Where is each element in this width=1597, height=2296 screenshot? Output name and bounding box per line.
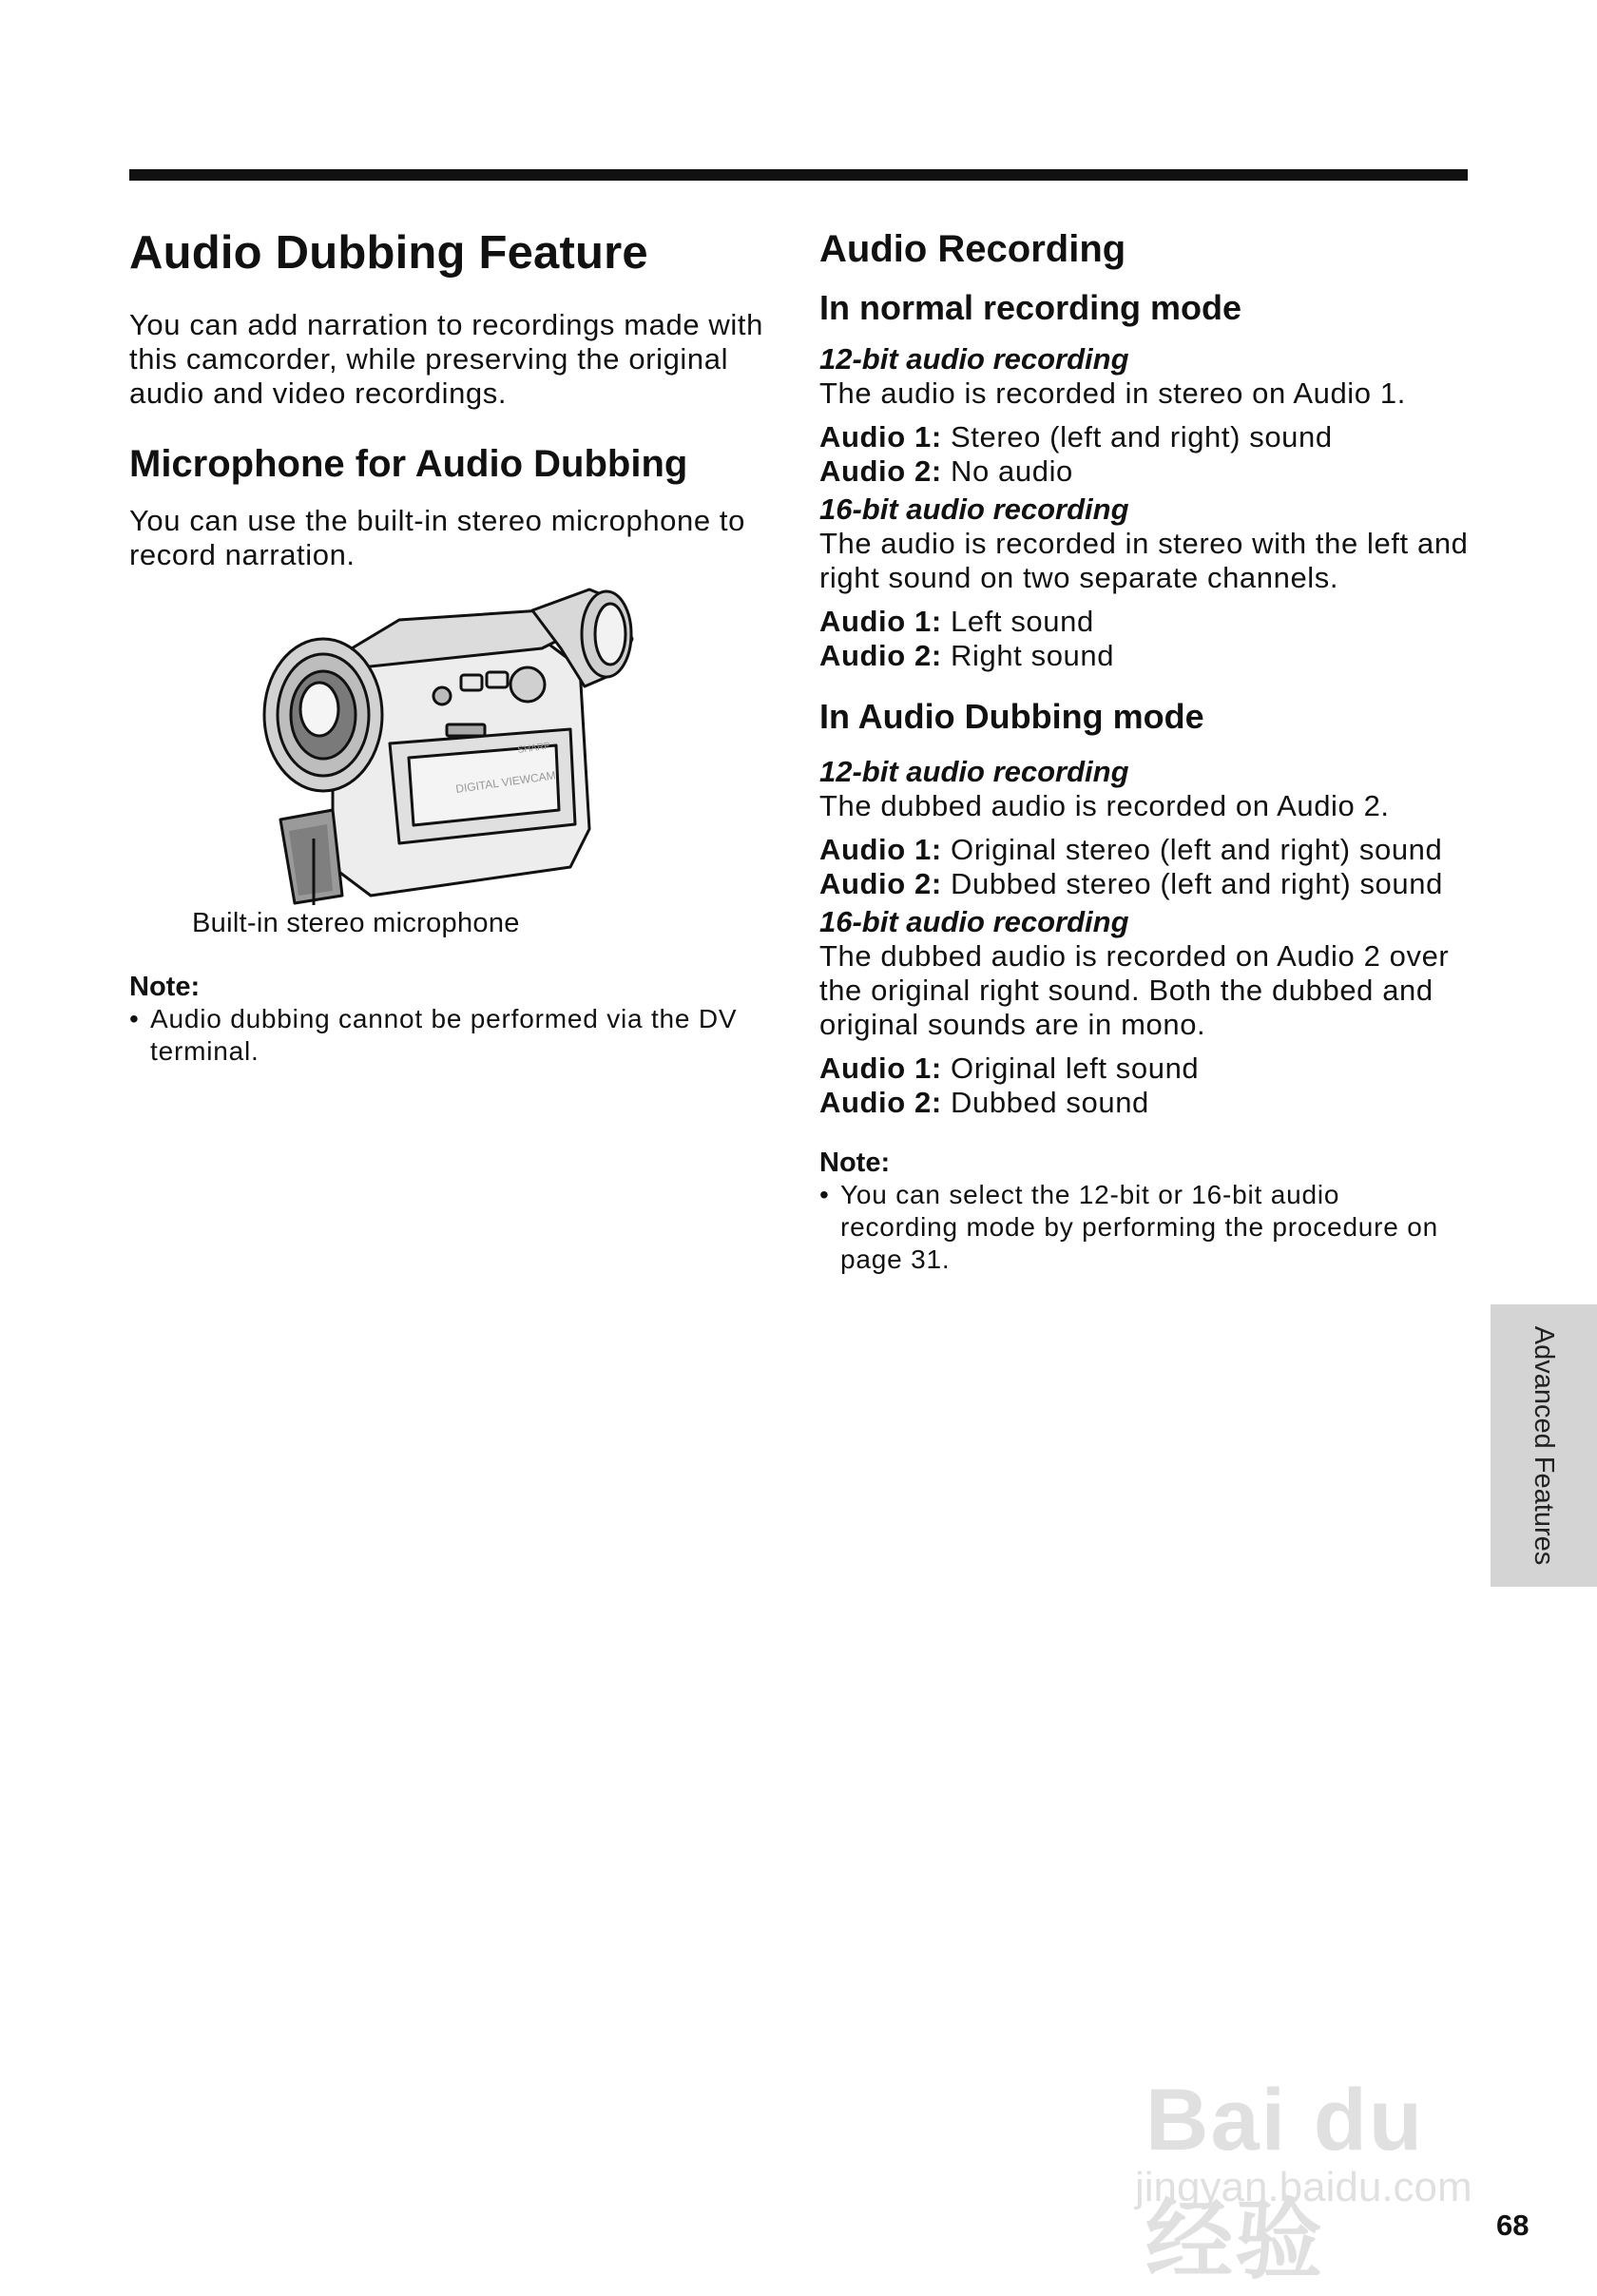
left-note-heading: Note: <box>129 972 201 1002</box>
page-number: 68 <box>1496 2209 1530 2242</box>
camcorder-illustration <box>257 582 656 934</box>
normal-16bit-heading: 16-bit audio recording <box>819 492 1129 526</box>
left-note-line-2: terminal. <box>150 1036 260 1066</box>
intro-line-2: this camcorder, while preserving the original <box>129 342 729 376</box>
figure-caption: Built-in stereo microphone <box>192 908 520 938</box>
dubbing-16bit-audio2: Audio 2: Dubbed sound <box>819 1086 1149 1119</box>
dubbing-16bit-text-2: the original right sound. Both the dubbed and <box>819 974 1433 1007</box>
mic-heading: Microphone for Audio Dubbing <box>129 443 688 485</box>
normal-12bit-audio1: Audio 1: Stereo (left and right) sound <box>819 420 1333 453</box>
intro-line-3: audio and video recordings. <box>129 376 508 410</box>
top-rule <box>129 169 1468 181</box>
normal-12bit-audio2: Audio 2: No audio <box>819 454 1073 488</box>
left-note-line-1: Audio dubbing cannot be performed via the DV <box>150 1004 738 1033</box>
right-note-heading: Note: <box>819 1148 891 1178</box>
right-note-line-3: page 31. <box>840 1244 951 1274</box>
normal-16bit-text-1: The audio is recorded in stereo with the left and <box>819 527 1469 560</box>
normal-16bit-audio2: Audio 2: Right sound <box>819 639 1115 672</box>
normal-mode-heading: In normal recording mode <box>819 288 1242 327</box>
dubbing-16bit-text-1: The dubbed audio is recorded on Audio 2 over <box>819 939 1450 973</box>
mic-text-line-2: record narration. <box>129 538 356 571</box>
section-side-tab <box>1491 1304 1597 1587</box>
left-note-item <box>129 1003 776 1068</box>
dubbing-16bit-audio1: Audio 1: Original left sound <box>819 1052 1200 1085</box>
normal-12bit-text: The audio is recorded in stereo on Audio 1. <box>819 376 1406 410</box>
camera-model-label: DIGITAL VIEWCAM <box>454 768 557 796</box>
watermark-logo-text: Bai du 经验 <box>1145 2072 1425 2289</box>
mic-text-line-1: You can use the built-in stereo microphone to <box>129 504 745 537</box>
dubbing-12bit-text: The dubbed audio is recorded on Audio 2. <box>819 789 1390 822</box>
intro-line-1: You can add narration to recordings made with <box>129 308 763 341</box>
camera-brand-label: SHARP <box>516 741 551 756</box>
dubbing-16bit-text-3: original sounds are in mono. <box>819 1008 1206 1041</box>
dubbing-16bit-heading: 16-bit audio recording <box>819 905 1129 938</box>
right-note-item <box>819 1179 1475 1276</box>
bullet-icon: • <box>129 1004 140 1033</box>
dubbing-12bit-audio1: Audio 1: Original stereo (left and right) sound <box>819 833 1443 866</box>
left-note <box>129 971 776 1068</box>
dubbing-12bit-audio2: Audio 2: Dubbed stereo (left and right) sound <box>819 867 1443 900</box>
left-column <box>129 219 776 572</box>
normal-16bit-audio1: Audio 1: Left sound <box>819 605 1094 638</box>
audio-recording-title: Audio Recording <box>819 228 1126 270</box>
watermark-url: jingyan.baidu.com <box>1135 2164 1472 2210</box>
dubbing-mode-heading: In Audio Dubbing mode <box>819 697 1204 736</box>
right-column <box>819 219 1475 1276</box>
right-note-line-2: recording mode by performing the procedure on <box>840 1212 1439 1242</box>
section-tab-label: Advanced Features <box>1529 1325 1560 1566</box>
dubbing-12bit-heading: 12-bit audio recording <box>819 755 1129 788</box>
right-note-line-1: You can select the 12-bit or 16-bit audio <box>840 1180 1340 1209</box>
normal-12bit-heading: 12-bit audio recording <box>819 342 1129 376</box>
page-title: Audio Dubbing Feature <box>129 227 648 279</box>
normal-16bit-text-2: right sound on two separate channels. <box>819 561 1339 594</box>
bullet-icon: • <box>819 1180 830 1209</box>
watermark <box>1112 2044 1521 2289</box>
